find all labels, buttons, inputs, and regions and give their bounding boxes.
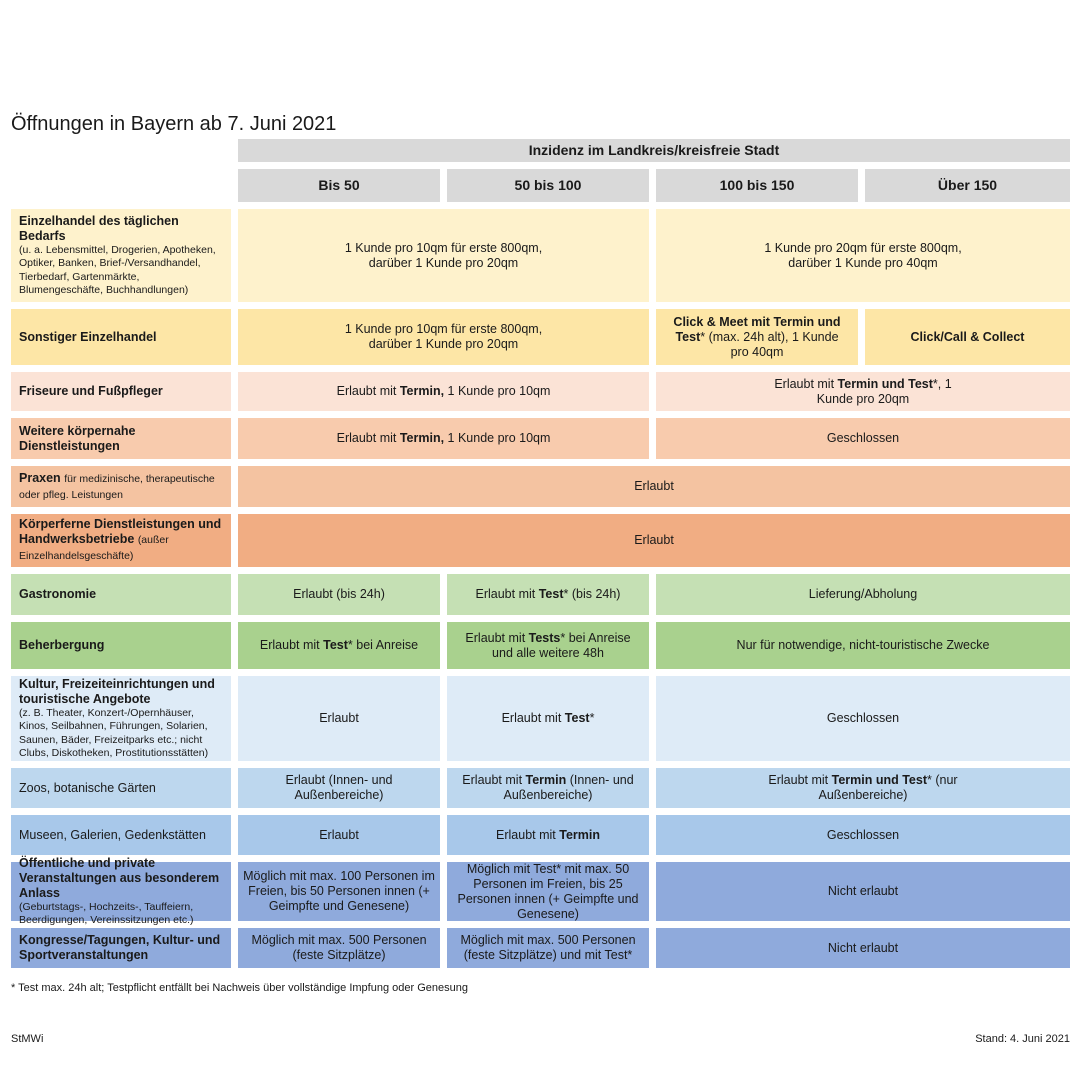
incidence-label: Inzidenz im Landkreis/kreisfreie Stadt — [528, 142, 780, 158]
cell-museen-bis-50: Erlaubt — [238, 815, 440, 855]
cell-zoos-bis-50: Erlaubt (Innen- und Außenbereiche) — [238, 768, 440, 808]
row-label-friseure: Friseure und Fußpfleger — [11, 372, 231, 411]
page-title: Öffnungen in Bayern ab 7. Juni 2021 — [11, 113, 337, 136]
cell-zoos-50-100: Erlaubt mit Termin (Innen- und Außenbereiche) — [447, 768, 649, 808]
cell-praxen-all: Erlaubt — [238, 466, 1070, 507]
cell-veranstaltungen-high: Nicht erlaubt — [656, 862, 1070, 921]
source-label: StMWi — [11, 1033, 44, 1045]
row-label-museen: Museen, Galerien, Gedenkstätten — [11, 815, 231, 855]
cell-dienstleistungen-high: Geschlossen — [656, 418, 1070, 459]
cell-friseure-high: Erlaubt mit Termin und Test*, 1 Kunde pro 20qm — [656, 372, 1070, 411]
footnote: * Test max. 24h alt; Testpflicht entfällt bei Nachweis über vollständige Impfung oder Genesung — [11, 982, 468, 994]
cell-beherbergung-50-100: Erlaubt mit Tests* bei Anreise und alle weitere 48h — [447, 622, 649, 669]
cell-sonstiger-einzelhandel-low: 1 Kunde pro 10qm für erste 800qm, darüber 1 Kunde pro 20qm — [238, 309, 649, 365]
row-label-zoos: Zoos, botanische Gärten — [11, 768, 231, 808]
cell-kongresse-high: Nicht erlaubt — [656, 928, 1070, 968]
cell-sonstiger-einzelhandel-ueber-150: Click/Call & Collect — [865, 309, 1070, 365]
cell-zoos-high: Erlaubt mit Termin und Test* (nur Außenbereiche) — [656, 768, 1070, 808]
cell-friseure-low: Erlaubt mit Termin, 1 Kunde pro 10qm — [238, 372, 649, 411]
cell-kultur-high: Geschlossen — [656, 676, 1070, 761]
cell-gastronomie-bis-50: Erlaubt (bis 24h) — [238, 574, 440, 615]
cell-einzelhandel-taeglich-high: 1 Kunde pro 20qm für erste 800qm, darüber 1 Kunde pro 40qm — [656, 209, 1070, 302]
row-label-einzelhandel-taeglich: Einzelhandel des täglichen Bedarfs (u. a. Lebensmittel, Drogerien, Apotheken, Optiker, Banken, Brief-/Versandhandel, Tierbedarf, Gartenmärkte, Blumengeschäfte, Buchhandlungen) — [11, 209, 231, 302]
row-label-gastronomie: Gastronomie — [11, 574, 231, 615]
row-label-praxen: Praxen für medizinische, therapeutische oder pfleg. Leistungen — [11, 466, 231, 507]
column-header-bis-50: Bis 50 — [238, 169, 440, 202]
cell-gastronomie-50-100: Erlaubt mit Test* (bis 24h) — [447, 574, 649, 615]
cell-gastronomie-high: Lieferung/Abholung — [656, 574, 1070, 615]
cell-kongresse-bis-50: Möglich mit max. 500 Personen (feste Sitzplätze) — [238, 928, 440, 968]
row-label-dienstleistungen: Weitere körpernahe Dienstleistungen — [11, 418, 231, 459]
cell-kongresse-50-100: Möglich mit max. 500 Personen (feste Sitzplätze) und mit Test* — [447, 928, 649, 968]
cell-dienstleistungen-low: Erlaubt mit Termin, 1 Kunde pro 10qm — [238, 418, 649, 459]
row-label-koerperferne: Körperferne Dienstleistungen und Handwerksbetriebe (außer Einzelhandelsgeschäfte) — [11, 514, 231, 567]
column-header-100-bis-150: 100 bis 150 — [656, 169, 858, 202]
row-label-sonstiger-einzelhandel: Sonstiger Einzelhandel — [11, 309, 231, 365]
cell-beherbergung-bis-50: Erlaubt mit Test* bei Anreise — [238, 622, 440, 669]
stand-date: Stand: 4. Juni 2021 — [975, 1033, 1070, 1045]
column-header-ueber-150: Über 150 — [865, 169, 1070, 202]
row-label-beherbergung: Beherbergung — [11, 622, 231, 669]
cell-museen-50-100: Erlaubt mit Termin — [447, 815, 649, 855]
cell-sonstiger-einzelhandel-100-150: Click & Meet mit Termin und Test* (max. 24h alt), 1 Kunde pro 40qm — [656, 309, 858, 365]
cell-veranstaltungen-bis-50: Möglich mit max. 100 Personen im Freien, bis 50 Personen innen (+ Geimpfte und Genesene) — [238, 862, 440, 921]
row-label-kongresse: Kongresse/Tagungen, Kultur- und Sportveranstaltungen — [11, 928, 231, 968]
cell-einzelhandel-taeglich-low: 1 Kunde pro 10qm für erste 800qm, darüber 1 Kunde pro 20qm — [238, 209, 649, 302]
incidence-header — [238, 139, 1070, 162]
cell-museen-high: Geschlossen — [656, 815, 1070, 855]
cell-kultur-50-100: Erlaubt mit Test* — [447, 676, 649, 761]
cell-kultur-bis-50: Erlaubt — [238, 676, 440, 761]
cell-beherbergung-high: Nur für notwendige, nicht-touristische Zwecke — [656, 622, 1070, 669]
row-label-kultur: Kultur, Freizeiteinrichtungen und touristische Angebote (z. B. Theater, Konzert-/Opernhäuser, Kinos, Seilbahnen, Führungen, Solarien, Saunen, Bäder, Freizeitparks etc.; nicht Clubs, Diskotheken, Prostitutionsstätten) — [11, 676, 231, 761]
cell-koerperferne-all: Erlaubt — [238, 514, 1070, 567]
row-label-veranstaltungen: Öffentliche und private Veranstaltungen aus besonderem Anlass (Geburtstags-, Hochzeits-, Tauffeiern, Beerdigungen, Vereinssitzungen etc.) — [11, 862, 231, 921]
column-header-50-bis-100: 50 bis 100 — [447, 169, 649, 202]
cell-veranstaltungen-50-100: Möglich mit Test* mit max. 50 Personen im Freien, bis 25 Personen innen (+ Geimpfte und Genesene) — [447, 862, 649, 921]
